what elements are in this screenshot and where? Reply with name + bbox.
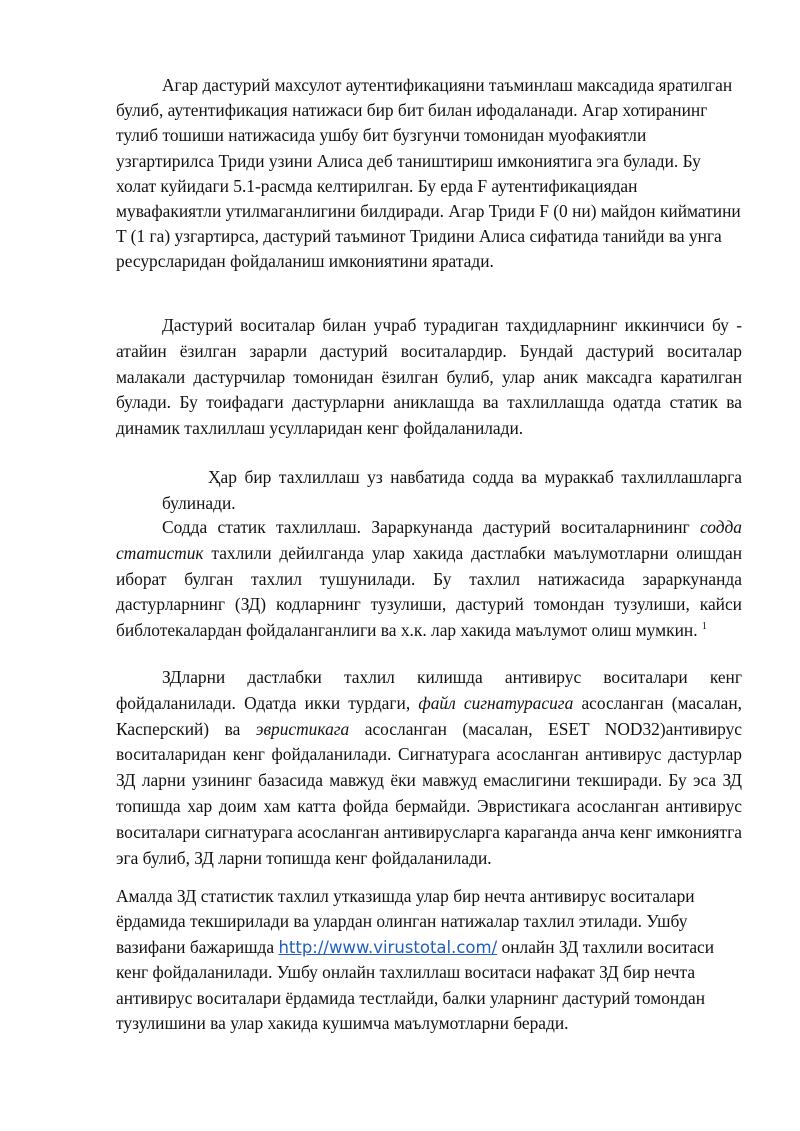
- footnote-marker[interactable]: 1: [701, 621, 707, 633]
- p6-text-a: Амалда ЗД статистик тахлил утказишда улар бир нечта антивирус воситалари ёрдамида текширилади ва улардан олинган натижалар тахлил этилади. Ушбу вазифани бажаришда: [116, 886, 695, 957]
- p4-rest-text: тахлили дейилганда улар хакида дастлабки маълумотларни олишдан иборат булган тахлил тушунилади. Бу тахлил натижасида зараркунанда дастурларнинг (ЗД) кодларнинг тузулиши, дастурий томондан тузулиши, кайси библотекалардан фойдаланганлиги ва х.к. лар хакида маълумот олиш мумкин.: [116, 542, 742, 641]
- p5-text-c: асосланган (масалан, ESET NOD32)антивирус воситаларидан кенг фойдаланилади. Сигнатурага асосланган антивирус дастурлар ЗД ларни узининг базасида мавжуд ёки мавжуд емаслигини текширади. Бу эса ЗД топишда хар доим хам катта фойда бермайди. Эвристикага асосланган антивирус воситалари сигнатурага асосланган антивирусларга караганда анча кенг имкониятга эга булиб, ЗД ларни топишда кенг фойдаланилади.: [116, 718, 742, 868]
- p5-text-b: асосланган (масалан, Касперский) ва: [116, 692, 743, 739]
- paragraph-malware-threats: Дастурий воситалар билан учраб турадиган тахдидларнинг иккинчиси бу - атайин ёзилган зарарли дастурий воситалардир. Бундай дастурий воситалар малакали дастурчилар томонидан ёзилган булиб, улар аник максадга каратилган булади. Бу тоифадаги дастурларни аниклашда ва тахлиллашда одатда статик ва динамик тахлиллаш усулларидан кенг фойдаланилади.: [116, 315, 742, 439]
- p4-lead-text: Содда статик тахлиллаш. Зараркунанда дастурий воситаларнининг: [162, 517, 700, 537]
- p4-italic-term: содда статистик: [116, 517, 742, 563]
- p5-italic-signature: файл сигнатурасига: [418, 692, 574, 713]
- p5-text-a: ЗДларни дастлабки тахлил килишда антивирус воситалари кенг фойдаланилади. Одатда икки турдаги,: [116, 667, 742, 713]
- virustotal-link[interactable]: http://www.virustotal.com/: [278, 937, 498, 957]
- p5-italic-heuristic: эвристикага: [255, 718, 350, 739]
- paragraph-antivirus-tools: [116, 665, 742, 871]
- paragraph-analysis-types: Ҳар бир тахлиллаш уз навбатида содда ва мураккаб тахлиллашларга булинади.: [162, 467, 742, 513]
- paragraph-virustotal: [116, 884, 742, 1036]
- p6-text-b: онлайн ЗД тахлили воситаси кенг фойдаланилади. Ушбу онлайн тахлиллаш воситаси нафакат ЗД бир нечта антивирус воситалари ёрдамида тестлайди, балки уларнинг дастурий томондан тузулишини ва улар хакида кушимча маълумотларни беради.: [116, 936, 715, 1034]
- paragraph-simple-static-analysis: [116, 515, 742, 644]
- paragraph-authentication: Агар дастурий махсулот аутентификацияни таъминлаш максадида яратилган булиб, аутентификация натижаси бир бит билан ифодаланади. Агар хотиранинг тулиб тошиши натижасида ушбу бит бузгунчи томонидан муофакиятли узгартирилса Триди узини Алиса деб таништириш имкониятига эга булади. Бу холат куйидаги 5.1-расмда келтирилган. Бу ерда F аутентификациядан мувафакиятли утилмаганлигини билдиради. Агар Триди F (0 ни) майдон кийматини T (1 га) узгартирса, дастурий таъминот Тридини Алиса сифатида танийди ва унга ресурсларидан фойдаланиш имкониятини яратади.: [116, 75, 741, 272]
